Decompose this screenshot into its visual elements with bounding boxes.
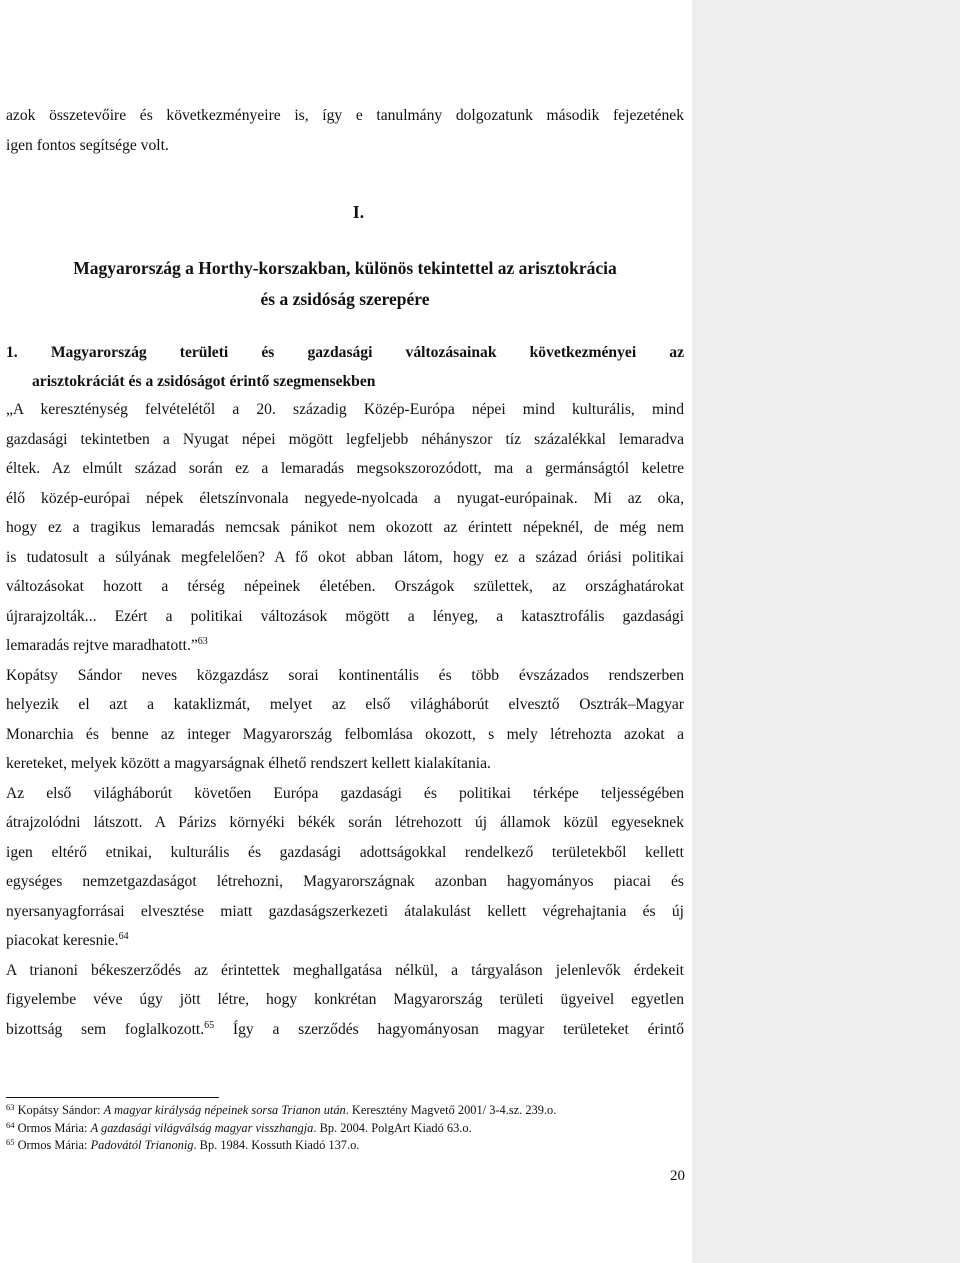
paragraph-end-text: piacokat keresnie. [6, 932, 119, 949]
section-heading-line: arisztokráciát és a zsidóságot érintő szegmensekben [32, 373, 376, 390]
footnote-title: Padovától Trianonig [90, 1138, 194, 1152]
footnote-author: Ormos Mária: [17, 1138, 91, 1152]
footnote [6, 1137, 684, 1155]
intro-line: igen fontos segítsége volt. [6, 137, 169, 154]
footnotes [6, 1102, 684, 1155]
comment-margin-panel [692, 0, 960, 1263]
footnote-number: 65 [6, 1137, 15, 1147]
footnote-ref[interactable]: 63 [197, 636, 208, 647]
section-heading-line [6, 338, 684, 367]
text-line: kereteket, melyek között a magyarságnak élhető rendszert kellett kialakítania. [6, 755, 491, 772]
text-line: nyersanyagforrásai elvesztése miatt gazdaságszerkezeti átalakulást kellett végrehajtania és új [6, 902, 684, 920]
text-line: igen eltérő etnikai, kulturális és gazdasági adottságokkal rendelkező területekből kellett [6, 843, 684, 861]
text-line: A trianoni békeszerződés az érintettek meghallgatása nélkül, a tárgyaláson jelenlevők érdekeit [6, 961, 684, 979]
document-page [6, 0, 684, 1263]
paragraph-text: Így a szerződés hagyományosan magyar területeket érintő [232, 1020, 684, 1038]
text-line: Kopátsy Sándor neves közgazdász sorai kontinentális és több évszázados rendszerben [6, 666, 684, 684]
text-line: gazdasági tekintetben a Nyugat népei mögött legfeljebb néhányszor tíz százalékkal lemaradva [6, 430, 684, 448]
intro-line: azok összetevőire és következményeire is, így e tanulmány dolgozatunk második fejezetének [6, 107, 684, 124]
text-line [6, 631, 684, 661]
chapter-number: I. [352, 202, 365, 222]
footnote-ref[interactable]: 64 [118, 931, 129, 942]
text-line: átrajzolódni látszott. A Párizs környéki békék során létrehozott új államok közül egyeseknek [6, 814, 684, 831]
quote-end-text: lemaradás rejtve maradhatott.” [6, 637, 198, 654]
footnote-number: 64 [6, 1119, 15, 1130]
text-line: figyelembe véve úgy jött létre, hogy konkrétan Magyarország területi ügyeivel egyetlen [6, 991, 684, 1008]
footnote-number: 63 [6, 1102, 15, 1112]
footnote-details: . Keresztény Magvető 2001/ 3-4.sz. 239.o. [345, 1103, 557, 1117]
chapter-title-line: Magyarország a Horthy-korszakban, különös tekintettel az arisztokrácia [73, 258, 617, 278]
text-line: helyezik el azt a kataklizmát, melyet az első világháborút elvesztő Osztrák–Magyar [6, 696, 684, 713]
text-line: „A kereszténység felvételétől a 20. századig Közép-Európa népei mind kulturális, mind [6, 401, 684, 418]
footnote-title: A magyar királyság népeinek sorsa Trianon után [103, 1103, 346, 1117]
footnote-details: . Bp. 1984. Kossuth Kiadó 137.o. [193, 1138, 360, 1152]
text-line: élő közép-európai népek életszínvonala negyede-nyolcada a nyugat-európainak. Mi az oka, [6, 489, 684, 507]
section-title-text: Magyarország területi és gazdasági változásainak következményei az [50, 344, 684, 361]
footnote-ref[interactable]: 65 [204, 1019, 215, 1031]
text-line: éltek. Az elmúlt század során ez a lemaradás megsokszorozódott, ma a germánságtól keletre [6, 460, 684, 477]
footnote [6, 1102, 684, 1120]
text-line: Monarchia és benne az integer Magyarország felbomlása okozott, s mely létrehozta azokat a [6, 725, 684, 743]
text-line: változásokat hozott a térség népeinek életében. Országok születtek, az országhatárokat [6, 578, 684, 595]
footnote-separator [6, 1097, 219, 1098]
text-line: újrarajzolták... Ezért a politikai változások mögött a lényeg, a katasztrofális gazdasági [6, 607, 684, 625]
footnote-author: Ormos Mária: [17, 1120, 91, 1135]
text-line: is tudatosult a súlyának megfelelően? A fő okot abban látom, hogy ez a század óriási politikai [6, 548, 684, 566]
section-number: 1. [6, 344, 18, 361]
chapter-title-line: és a zsidóság szerepére [260, 289, 430, 309]
section-heading [6, 338, 684, 396]
text-line: hogy ez a tragikus lemaradás nemcsak pánikot nem okozott az érintett népeknél, de még nem [6, 519, 684, 536]
chapter-title [6, 253, 684, 315]
text-line [6, 926, 684, 956]
text-line: egységes nemzetgazdaságot létrehozni, Magyarországnak azonban hagyományos piacai és [6, 873, 684, 890]
footnote [6, 1120, 684, 1138]
footnote-author: Kopátsy Sándor: [17, 1103, 104, 1117]
intro-paragraph [6, 101, 684, 161]
footnote-title: A gazdasági világválság magyar visszhangja [90, 1120, 314, 1135]
page-number: 20 [670, 1168, 685, 1184]
paragraph-text: bizottság sem foglalkozott. [6, 1020, 205, 1038]
body-text [6, 395, 684, 1044]
text-line: Az első világháborút követően Európa gazdasági és politikai térképe teljességében [6, 784, 684, 802]
text-line [6, 1015, 684, 1045]
footnote-details: . Bp. 2004. PolgArt Kiadó 63.o. [313, 1120, 472, 1135]
